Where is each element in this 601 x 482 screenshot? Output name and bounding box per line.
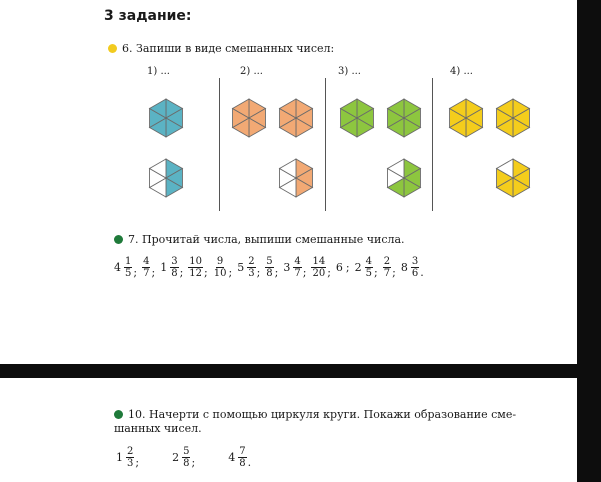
separator: ;	[133, 266, 138, 279]
column-divider	[219, 78, 220, 211]
column-divider	[432, 78, 433, 211]
task-6-title	[108, 42, 334, 55]
separator: ;	[151, 266, 156, 279]
task-6-text: 6. Запиши в виде смешанных чисел:	[122, 42, 335, 55]
hexagon-fraction-icon	[228, 97, 270, 139]
separator: ;	[191, 456, 196, 469]
hexagon-fraction-icon	[383, 157, 425, 199]
column-label-4: 4) ...	[450, 66, 473, 77]
separator: ;	[274, 266, 279, 279]
denominator: 8	[266, 268, 273, 279]
hexagon-fraction-icon	[336, 97, 378, 139]
whole-part: 5	[237, 261, 245, 274]
column-label-1: 1) ...	[147, 66, 170, 77]
denominator: 7	[143, 268, 150, 279]
whole-number: 6	[335, 261, 343, 274]
mixed-number	[116, 446, 142, 469]
mixed-number	[213, 256, 235, 279]
green-dot-icon	[114, 235, 123, 244]
task-10-title	[114, 408, 516, 421]
hexagon-fraction-icon	[445, 97, 487, 139]
denominator: 6	[411, 268, 419, 279]
denominator: 12	[189, 268, 203, 279]
fraction	[311, 256, 326, 279]
mixed-number	[228, 446, 254, 469]
fraction	[188, 256, 203, 279]
whole-part: 1	[160, 261, 168, 274]
separator: ;	[392, 266, 396, 279]
numerator: 4	[294, 256, 301, 267]
mixed-number	[188, 256, 210, 279]
separator: .	[247, 456, 252, 469]
denominator: 5	[125, 268, 132, 279]
numerator: 14	[312, 256, 326, 267]
numerator: 2	[248, 256, 255, 267]
task-10-text-continued: шанных чисел.	[114, 422, 202, 435]
mixed-number	[311, 256, 333, 279]
hexagon-fraction-icon	[492, 157, 534, 199]
mixed-number	[283, 256, 309, 279]
numerator: 9	[216, 256, 224, 267]
numerator: 10	[189, 256, 203, 267]
denominator: 20	[312, 268, 326, 279]
numerator: 5	[183, 446, 190, 457]
denominator: 7	[294, 268, 301, 279]
mixed-number	[142, 256, 158, 279]
green-dot-icon	[114, 410, 123, 419]
hexagon-fraction-icon	[145, 157, 187, 199]
separator: ;	[302, 266, 307, 279]
page-heading: 3 задание:	[104, 8, 192, 24]
denominator: 8	[183, 458, 190, 469]
task-10-text: 10. Начерти с помощью циркуля круги. Покажи образование сме-	[128, 408, 517, 421]
whole-part: 2	[172, 451, 180, 464]
denominator: 3	[248, 268, 255, 279]
numerator: 1	[125, 256, 132, 267]
separator: ;	[256, 266, 261, 279]
hexagon-fraction-icon	[383, 97, 425, 139]
denominator: 8	[171, 268, 178, 279]
mixed-number	[401, 256, 427, 279]
separator: ;	[179, 266, 184, 279]
mixed-number	[383, 256, 399, 279]
separator: ;	[228, 266, 233, 279]
numerator: 5	[266, 256, 273, 267]
column-divider	[325, 78, 326, 211]
whole-part: 4	[114, 261, 121, 274]
fraction	[170, 256, 178, 279]
fraction	[182, 446, 190, 469]
separator: .	[420, 266, 424, 279]
separator: ;	[327, 266, 331, 279]
fraction	[247, 256, 255, 279]
task-7-numbers	[114, 256, 429, 279]
whole-part: 1	[116, 451, 123, 464]
column-label-2: 2) ...	[240, 66, 263, 77]
fraction	[265, 256, 273, 279]
hexagon-fraction-icon	[275, 157, 317, 199]
numerator: 7	[239, 446, 246, 457]
task-10-numbers	[116, 446, 284, 469]
fraction	[411, 256, 419, 279]
denominator: 7	[383, 268, 391, 279]
fraction	[213, 256, 228, 279]
numerator: 2	[383, 256, 391, 267]
whole-part: 3	[283, 261, 291, 274]
mixed-number	[172, 446, 198, 469]
task-7-text: 7. Прочитай числа, выпиши смешанные числа.	[128, 233, 405, 246]
fraction	[124, 256, 132, 279]
denominator: 10	[213, 268, 227, 279]
numerator: 4	[365, 256, 373, 267]
denominator: 3	[127, 458, 134, 469]
yellow-dot-icon	[108, 44, 117, 53]
separator: ;	[345, 261, 350, 274]
mixed-number	[355, 256, 381, 279]
hexagon-fraction-icon	[492, 97, 534, 139]
task-7-title	[114, 233, 405, 246]
fraction	[126, 446, 134, 469]
mixed-number	[265, 256, 281, 279]
numerator: 4	[143, 256, 150, 267]
denominator: 5	[365, 268, 373, 279]
fraction	[293, 256, 301, 279]
fraction	[383, 256, 391, 279]
task-card-bottom	[0, 378, 577, 482]
numerator: 2	[127, 446, 134, 457]
mixed-number	[160, 256, 186, 279]
hexagon-fraction-icon	[275, 97, 317, 139]
fraction	[365, 256, 373, 279]
column-label-3: 3) ...	[338, 66, 361, 77]
separator: ;	[135, 456, 140, 469]
whole-part: 4	[228, 451, 236, 464]
whole-part: 8	[400, 261, 408, 274]
numerator: 3	[171, 256, 178, 267]
mixed-number	[237, 256, 263, 279]
mixed-number	[336, 261, 353, 274]
separator: ;	[204, 266, 208, 279]
hexagon-fraction-icon	[145, 97, 187, 139]
separator: ;	[374, 266, 378, 279]
whole-part: 2	[354, 261, 362, 274]
denominator: 8	[239, 458, 246, 469]
fraction	[238, 446, 246, 469]
numerator: 3	[411, 256, 419, 267]
mixed-number	[114, 256, 140, 279]
fraction	[142, 256, 150, 279]
